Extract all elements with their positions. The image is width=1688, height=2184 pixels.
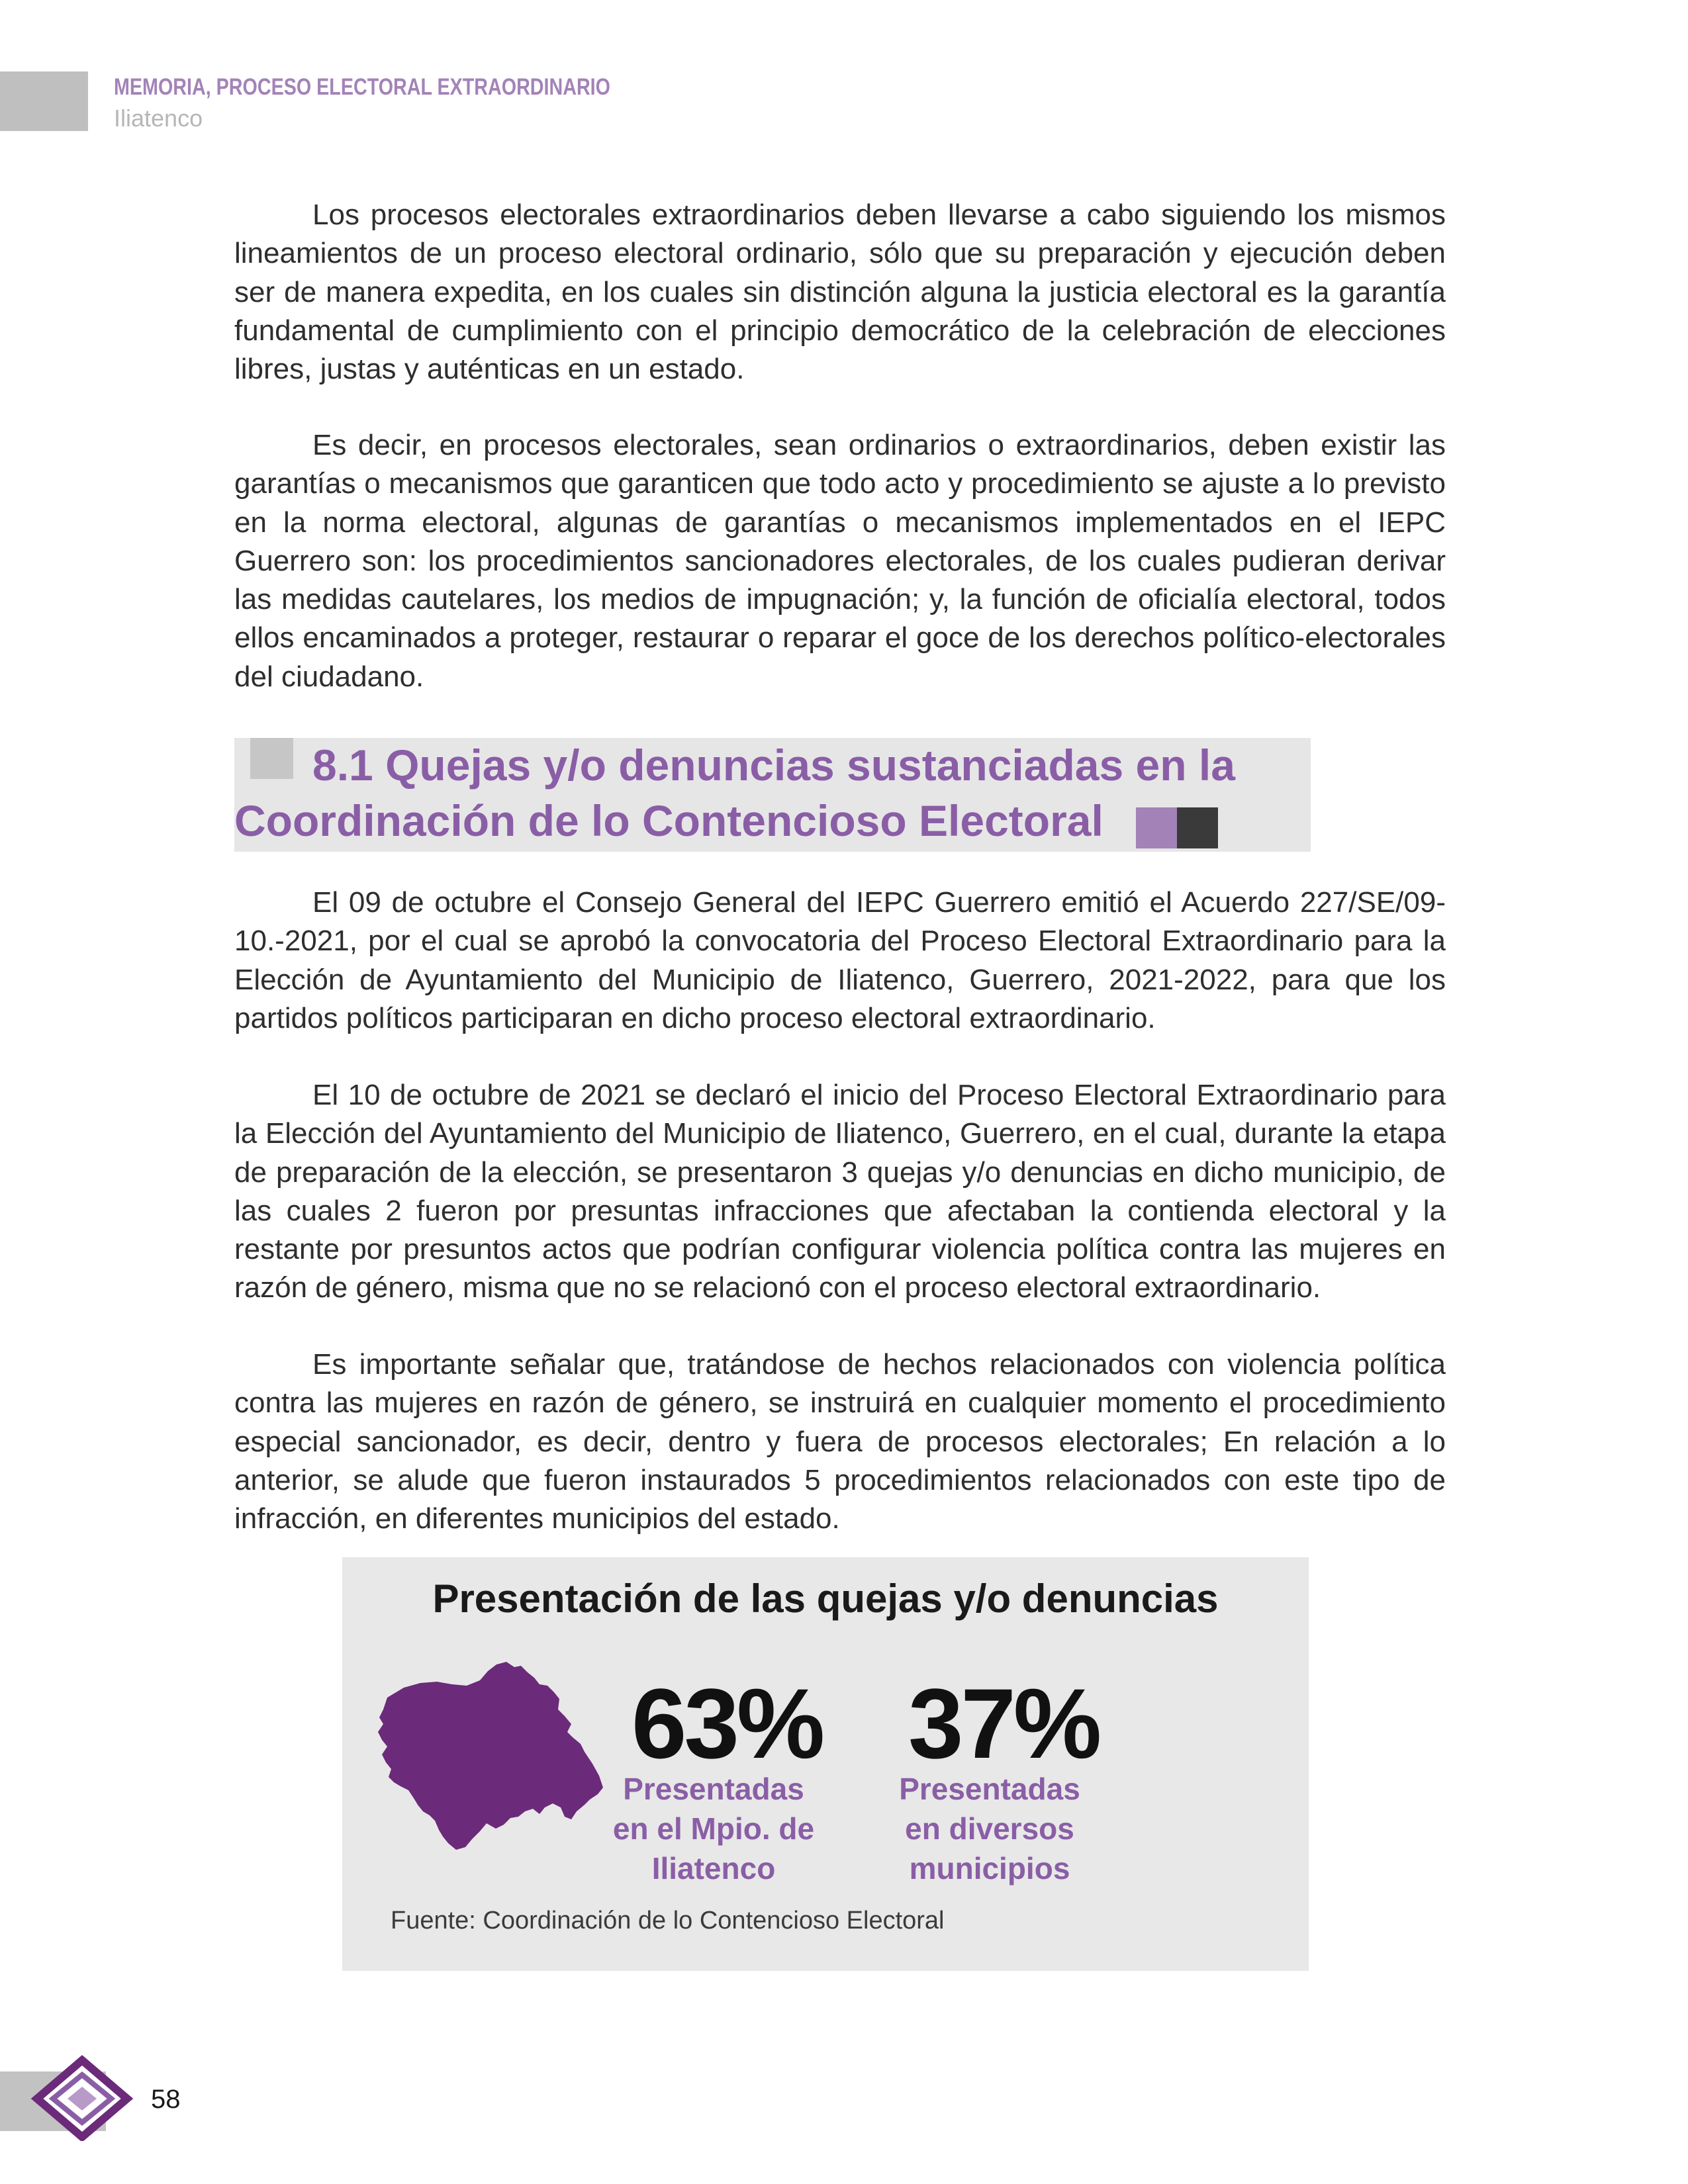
paragraph-1: [234, 196, 1446, 388]
caption-line: Presentadas: [623, 1772, 804, 1806]
infographic-box: [342, 1557, 1309, 1971]
paragraph-2: [234, 426, 1446, 696]
paragraph-3: [234, 884, 1446, 1038]
paragraph-text: El 10 de octubre de 2021 se declaró el inicio del Proceso Electoral Extraordinario para la Elección del Ayuntamiento del Municipio de Iliatenco, Guerrero, en el cual, durante la etapa de preparación de la elección, se presentaron 3 quejas y/o denuncias en dicho municipio, de las cuales 2 fueron por presuntas infracciones que afectaban la contienda electoral y la restante por presuntos actos que podrían configurar violencia política contra las mujeres en razón de género, misma que no se relacionó con el proceso electoral extraordinario.: [234, 1079, 1446, 1304]
paragraph-text: El 09 de octubre el Consejo General del IEPC Guerrero emitió el Acuerdo 227/SE/09-10.-2021, por el cual se aprobó la convocatoria del Proceso Electoral Extraordinario para la Elección de Ayuntamiento del Municipio de Iliatenco, Guerrero, 2021-2022, para que los partidos políticos participaran en dicho proceso electoral extraordinario.: [234, 886, 1446, 1034]
paragraph-text: Es decir, en procesos electorales, sean ordinarios o extraordinarios, deben existir las garantías o mecanismos que garanticen que todo acto y procedimiento se ajuste a lo previsto en la norma electoral, algunas de garantías o mecanismos implementados en el IEPC Guerrero son: los procedimientos sancionadores electorales, de los cuales pudieran derivar las medidas cautelares, los medios de impugnación; y, la función de oficialía electoral, todos ellos encaminados a proteger, restaurar o reparar el goce de los derechos político-electorales del ciudadano.: [234, 429, 1446, 693]
header-subtitle: Iliatenco: [114, 105, 203, 132]
caption-line: en el Mpio. de: [612, 1811, 815, 1846]
paragraph-text: Los procesos electorales extraordinarios deben llevarse a cabo siguiendo los mismos lineamientos de un proceso electoral ordinario, sólo que su preparación y ejecución deben ser de manera expedita, en los cuales sin distinción alguna la justicia electoral es la garantía fundamental de cumplimiento con el principio democrático de la celebración de elecciones libres, justas y auténticas en un estado.: [234, 199, 1446, 386]
caption-line: municipios: [909, 1851, 1070, 1886]
header-accent-block: [0, 71, 88, 131]
infographic-source: Fuente: Coordinación de lo Contencioso Electoral: [391, 1907, 945, 1934]
stat-iliatenco-percent: 63%: [632, 1668, 823, 1779]
caption-line: Presentadas: [899, 1772, 1080, 1806]
caption-line: Iliatenco: [651, 1851, 776, 1886]
paragraph-4: [234, 1076, 1446, 1308]
iliatenco-map-icon: [374, 1658, 606, 1856]
stat-other-caption: [877, 1769, 1102, 1888]
caption-line: en diversos: [905, 1811, 1074, 1846]
section-accent-dark: [1177, 807, 1218, 848]
section-heading-line-2: Coordinación de lo Contencioso Electoral: [234, 796, 1103, 845]
section-heading-square: [250, 738, 293, 779]
paragraph-text: Es importante señalar que, tratándose de hechos relacionados con violencia política contra las mujeres en razón de género, se instruirá en cualquier momento el procedimiento especial sancionador, es decir, dentro y fuera de procesos electorales; En relación a lo anterior, se alude que fueron instaurados 5 procedimientos relacionados con este tipo de infracción, en diferentes municipios del estado.: [234, 1348, 1446, 1535]
page-number: 58: [151, 2085, 181, 2114]
header-title: MEMORIA, PROCESO ELECTORAL EXTRAORDINARIO: [114, 74, 610, 100]
diamond-logo-icon: [29, 2055, 135, 2141]
section-accent-purple: [1136, 807, 1177, 848]
section-heading-line-1: 8.1 Quejas y/o denuncias sustanciadas en la: [312, 741, 1235, 790]
stat-iliatenco-caption: [602, 1769, 825, 1888]
infographic-title: Presentación de las quejas y/o denuncias: [432, 1576, 1219, 1621]
paragraph-5: [234, 1345, 1446, 1538]
stat-other-percent: 37%: [908, 1668, 1100, 1779]
